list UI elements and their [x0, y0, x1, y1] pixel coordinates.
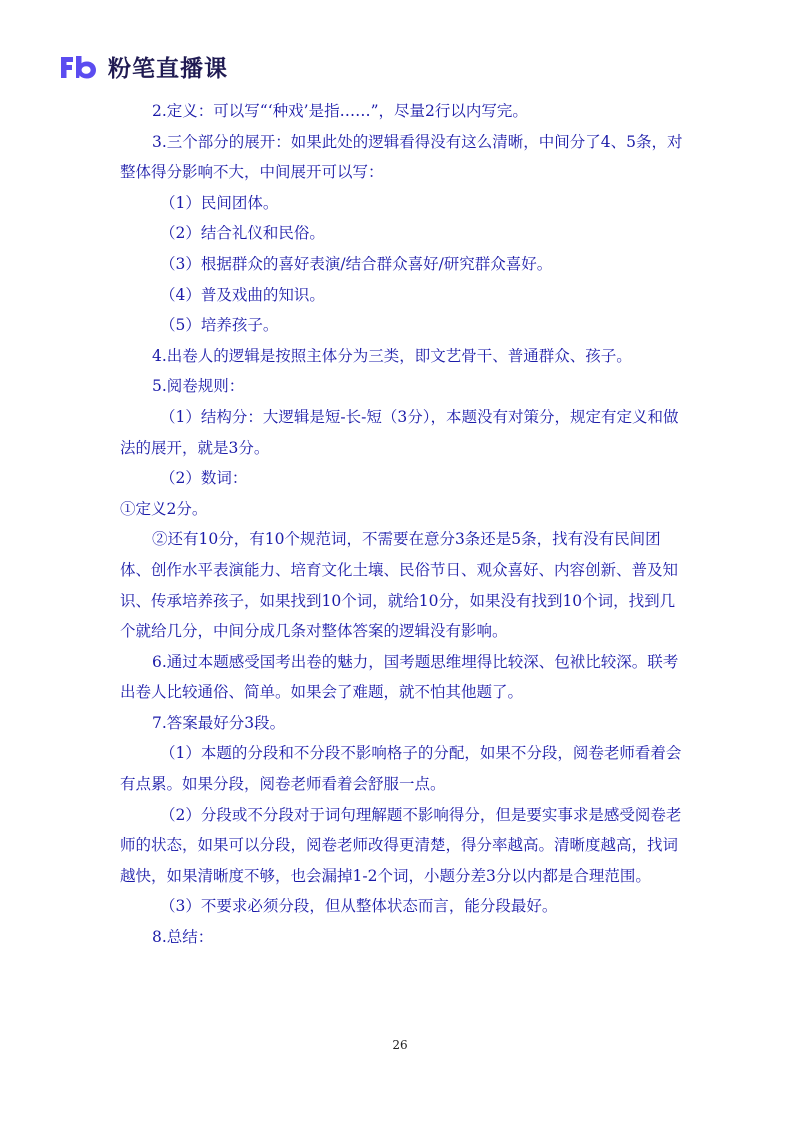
- paragraph: 5.阅卷规则：: [152, 377, 245, 396]
- paragraph: （2）分段或不分段对于词句理解题不影响得分，但是要实事求是感受阅卷老师的状态，如果可以分段，阅卷老师改得更清楚，得分率越高。清晰度越高，找词越快，如果清晰度不够，也会漏掉1-2个词，小题分差3分以内都是合理范围。: [120, 805, 682, 885]
- fenbi-logo-icon: [58, 53, 100, 81]
- paragraph: （2）结合礼仪和民俗。: [160, 224, 325, 243]
- paragraph: （2）数词：: [160, 469, 248, 488]
- paragraph: （5）培养孩子。: [160, 316, 279, 335]
- paragraph: （1）结构分：大逻辑是短-长-短（3分），本题没有对策分，规定有定义和做法的展开，就是3分。: [120, 407, 679, 457]
- document-body: [120, 96, 690, 953]
- paragraph: ①定义2分。: [120, 499, 208, 518]
- page-number: 26: [392, 1038, 408, 1052]
- paragraph: 2.定义：可以写“‘种戏’是指……”，尽量2行以内写完。: [152, 102, 528, 120]
- paragraph: （4）普及戏曲的知识。: [160, 285, 325, 304]
- paragraph: 4.出卷人的逻辑是按照主体分为三类，即文艺骨干、普通群众、孩子。: [152, 346, 632, 365]
- paragraph: （1）本题的分段和不分段不影响格子的分配，如果不分段，阅卷老师看着会有点累。如果分段，阅卷老师看着会舒服一点。: [120, 744, 682, 794]
- paragraph: 8.总结：: [152, 928, 214, 947]
- paragraph: ②还有10分，有10个规范词，不需要在意分3条还是5条，找有没有民间团体、创作水平表演能力、培育文化土壤、民俗节日、观众喜好、内容创新、普及知识、传承培养孩子，如果找到10个词，就给10分，如果没有找到10个词，找到几个就给几分，中间分成几条对整体答案的逻辑没有影响。: [120, 530, 679, 641]
- header: [58, 50, 228, 83]
- paragraph: 6.通过本题感受国考出卷的魅力，国考题思维埋得比较深、包袱比较深。联考出卷人比较通俗、简单。如果会了难题，就不怕其他题了。: [120, 652, 679, 702]
- paragraph: 7.答案最好分3段。: [152, 713, 286, 732]
- paragraph: 3.三个部分的展开：如果此处的逻辑看得没有这么清晰，中间分了4、5条，对整体得分影响不大，中间展开可以写：: [120, 132, 683, 182]
- paragraph: （3）不要求必须分段，但从整体状态而言，能分段最好。: [160, 897, 558, 916]
- paragraph: （1）民间团体。: [160, 193, 279, 212]
- paragraph: （3）根据群众的喜好表演/结合群众喜好/研究群众喜好。: [160, 254, 553, 273]
- brand-name: 粉笔直播课: [108, 56, 228, 82]
